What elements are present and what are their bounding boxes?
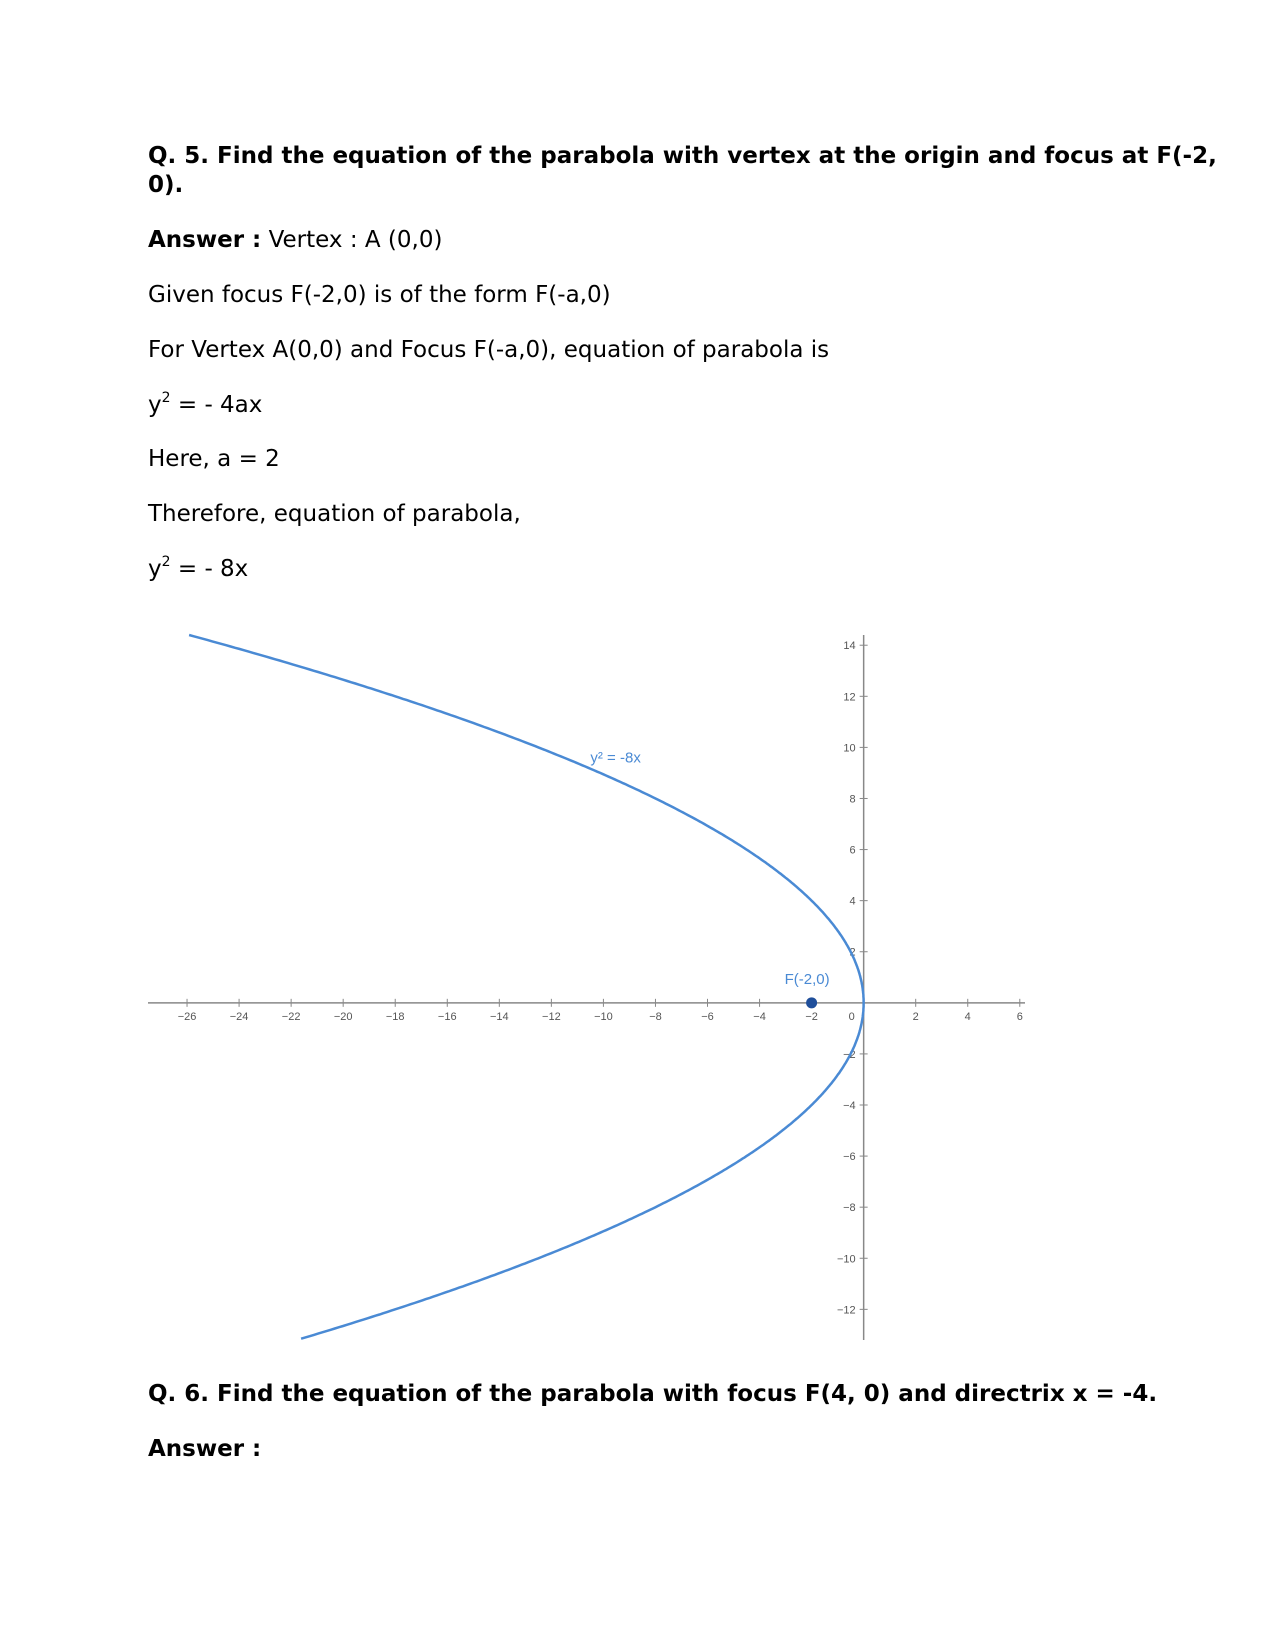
x-tick-label: −4 — [753, 1010, 766, 1023]
y-tick-label: 14 — [843, 640, 856, 653]
q6-answer-label: Answer : — [148, 1436, 262, 1462]
q5-given-line: Given focus F(-2,0) is of the form F(-a,0) — [148, 282, 611, 308]
parabola-curve — [189, 635, 864, 1339]
y-tick-label: −6 — [843, 1151, 856, 1164]
y-tick-label: 12 — [843, 691, 856, 704]
eq1-exponent: 2 — [161, 390, 171, 406]
q5-for-line: For Vertex A(0,0) and Focus F(-a,0), equation of parabola is — [148, 337, 830, 363]
q6-question: Q. 6. Find the equation of the parabola with focus F(4, 0) and directrix x = -4. — [148, 1381, 1158, 1407]
x-tick-label: −12 — [542, 1010, 561, 1023]
x-tick-label: −8 — [649, 1010, 662, 1023]
y-tick-label: −4 — [843, 1100, 856, 1112]
x-tick-label: −16 — [437, 1010, 457, 1023]
x-tick-label: −26 — [177, 1010, 197, 1023]
eq2-exponent: 2 — [161, 554, 171, 570]
eq2-rest: = - 8x — [170, 556, 249, 582]
q5-here-line: Here, a = 2 — [148, 446, 280, 472]
q5-therefore-line: Therefore, equation of parabola, — [148, 501, 521, 527]
x-tick-label: −18 — [385, 1010, 405, 1023]
eq1-base: y — [148, 392, 162, 418]
y-tick-label: −12 — [836, 1304, 856, 1317]
y-tick-label: 2 — [849, 946, 856, 959]
x-tick-label: 4 — [964, 1010, 971, 1023]
curve-label: y² = -8x — [590, 749, 641, 767]
x-tick-label: −22 — [281, 1010, 301, 1023]
x-tick-label: −14 — [489, 1010, 509, 1023]
x-tick-label: 6 — [1016, 1010, 1023, 1023]
y-tick-label: −8 — [843, 1202, 856, 1215]
y-tick-label: 4 — [849, 895, 856, 908]
focus-label: F(-2,0) — [784, 970, 830, 988]
q5-question-line2: 0). — [148, 172, 184, 198]
ticks — [178, 640, 1023, 1316]
eq2-base: y — [148, 556, 162, 582]
y-tick-label: −10 — [836, 1253, 856, 1266]
focus-point — [806, 997, 817, 1008]
eq1-rest: = - 4ax — [170, 392, 263, 418]
x-tick-label: −24 — [229, 1010, 249, 1023]
x-tick-label: 2 — [912, 1010, 919, 1023]
q5-question-line1: Q. 5. Find the equation of the parabola with vertex at the origin and focus at F(-2, — [148, 143, 1217, 169]
y-tick-label: 8 — [849, 793, 856, 806]
x-tick-label: −10 — [594, 1010, 613, 1023]
x-tick-label: 0 — [848, 1010, 855, 1023]
x-tick-label: −20 — [333, 1010, 353, 1023]
y-tick-label: −2 — [843, 1048, 856, 1061]
x-tick-label: −6 — [701, 1010, 714, 1023]
answer-label: Answer : — [148, 227, 262, 253]
x-tick-label: −2 — [805, 1010, 818, 1023]
axes — [148, 635, 1025, 1340]
y-tick-label: 6 — [849, 844, 856, 857]
answer-vertex: Vertex : A (0,0) — [268, 227, 443, 253]
y-tick-label: 10 — [843, 742, 856, 755]
